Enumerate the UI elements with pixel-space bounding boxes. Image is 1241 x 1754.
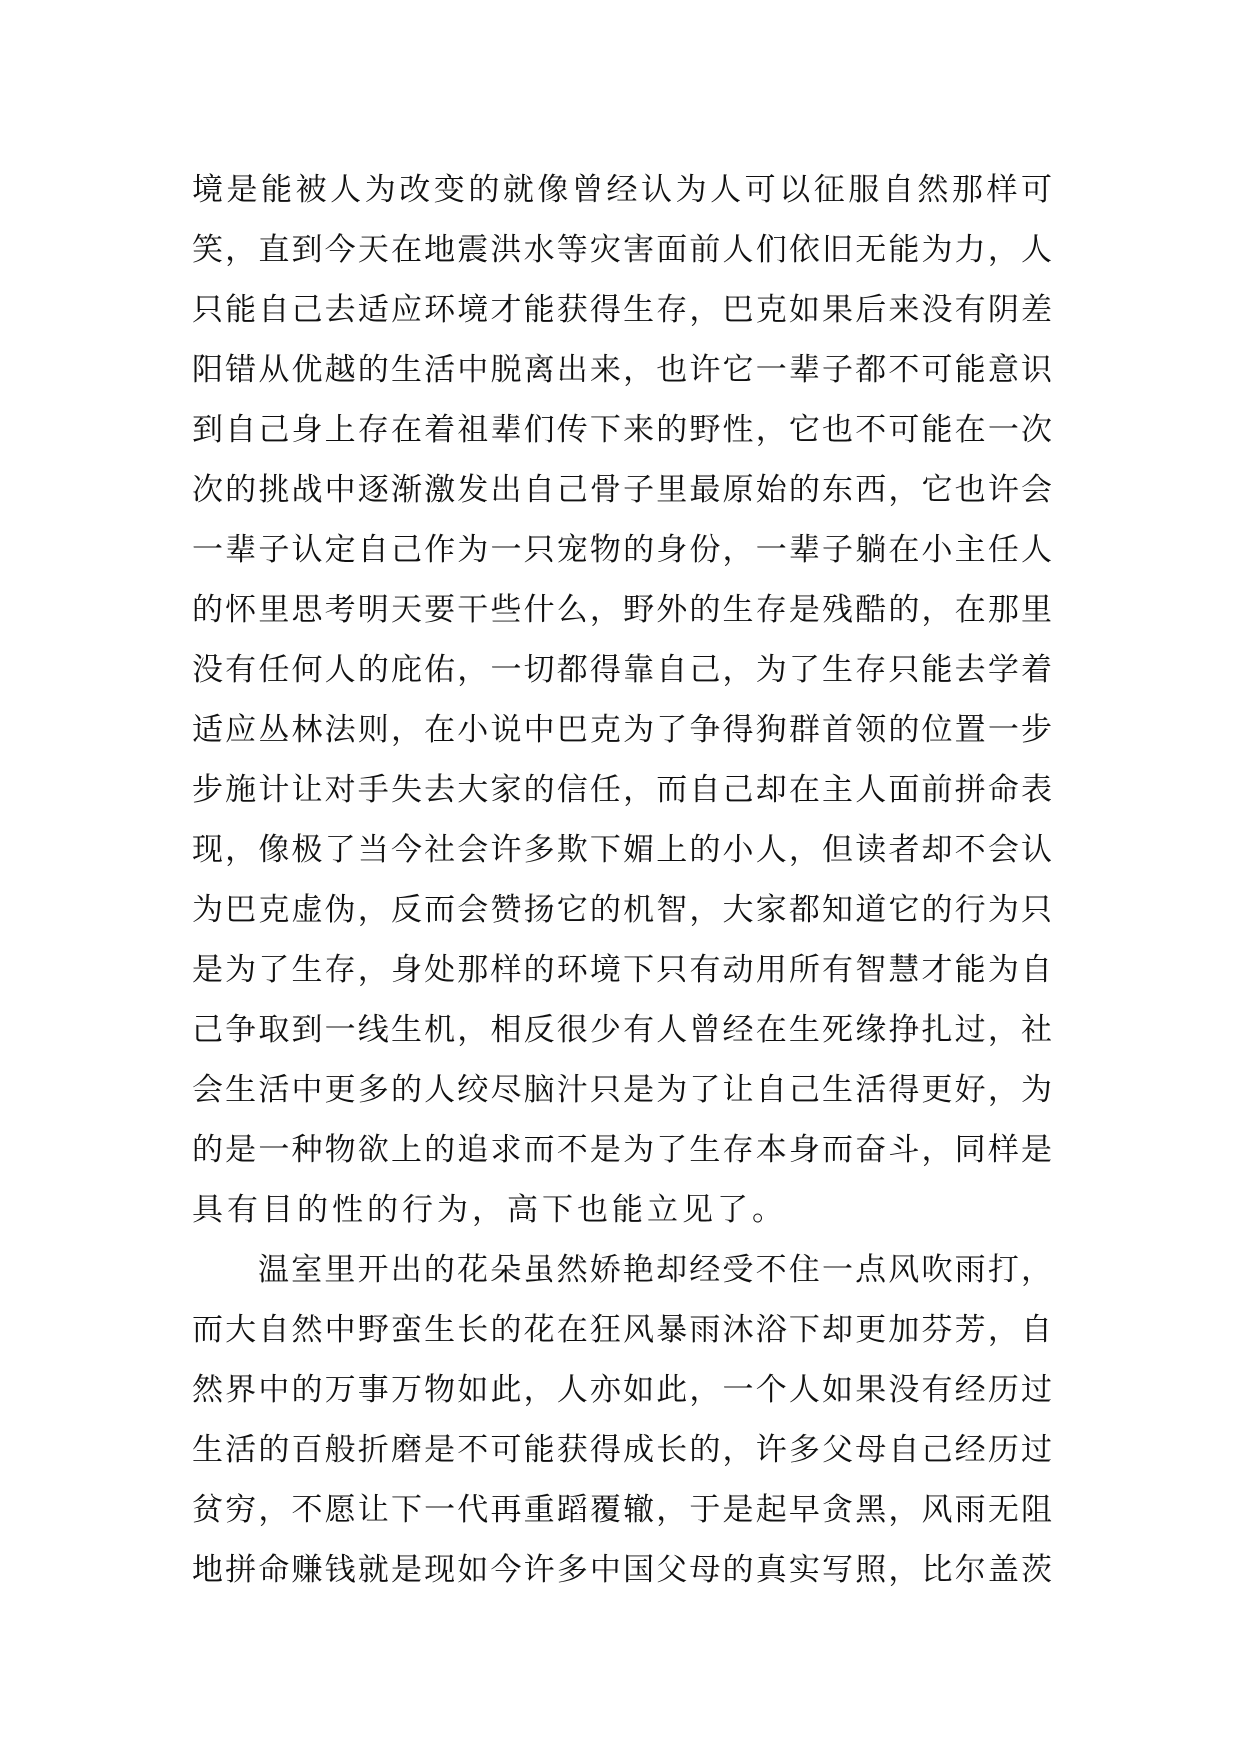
text-line: 温室里开出的花朵虽然娇艳却经受不住一点风吹雨打， <box>258 1252 1052 1288</box>
paragraph-1 <box>192 160 1052 1240</box>
text-line: 是为了生存，身处那样的环境下只有动用所有智慧才能为自 <box>192 952 1052 988</box>
text-line: 适应丛林法则，在小说中巴克为了争得狗群首领的位置一步 <box>192 712 1052 748</box>
text-line: 次的挑战中逐渐激发出自己骨子里最原始的东西，它也许会 <box>192 472 1052 508</box>
text-line: 具有目的性的行为，高下也能立见了。 <box>192 1192 787 1228</box>
text-line: 一辈子认定自己作为一只宠物的身份，一辈子躺在小主任人 <box>192 532 1052 568</box>
text-line: 己争取到一线生机，相反很少有人曾经在生死缘挣扎过，社 <box>192 1012 1052 1048</box>
text-line: 的是一种物欲上的追求而不是为了生存本身而奋斗，同样是 <box>192 1132 1052 1168</box>
text-line: 的怀里思考明天要干些什么，野外的生存是残酷的，在那里 <box>192 592 1052 628</box>
text-line: 境是能被人为改变的就像曾经认为人可以征服自然那样可 <box>192 172 1052 208</box>
text-line: 笑，直到今天在地震洪水等灾害面前人们依旧无能为力，人 <box>192 232 1052 268</box>
text-line: 现，像极了当今社会许多欺下媚上的小人，但读者却不会认 <box>192 832 1052 868</box>
essay-body <box>192 160 1052 1600</box>
text-line: 会生活中更多的人绞尽脑汁只是为了让自己生活得更好，为 <box>192 1072 1052 1108</box>
text-line: 生活的百般折磨是不可能获得成长的，许多父母自己经历过 <box>192 1432 1052 1468</box>
paragraph-2 <box>192 1240 1052 1600</box>
text-line: 然界中的万事万物如此，人亦如此，一个人如果没有经历过 <box>192 1372 1052 1408</box>
text-line: 只能自己去适应环境才能获得生存，巴克如果后来没有阴差 <box>192 292 1052 328</box>
text-line: 地拼命赚钱就是现如今许多中国父母的真实写照，比尔盖茨 <box>192 1552 1052 1588</box>
text-line: 到自己身上存在着祖辈们传下来的野性，它也不可能在一次 <box>192 412 1052 448</box>
text-line: 没有任何人的庇佑，一切都得靠自己，为了生存只能去学着 <box>192 652 1052 688</box>
text-line: 阳错从优越的生活中脱离出来，也许它一辈子都不可能意识 <box>192 352 1052 388</box>
text-line: 贫穷，不愿让下一代再重蹈覆辙，于是起早贪黑，风雨无阻 <box>192 1492 1052 1528</box>
text-line: 而大自然中野蛮生长的花在狂风暴雨沐浴下却更加芬芳，自 <box>192 1312 1052 1348</box>
text-line: 为巴克虚伪，反而会赞扬它的机智，大家都知道它的行为只 <box>192 892 1052 928</box>
text-line: 步施计让对手失去大家的信任，而自己却在主人面前拼命表 <box>192 772 1052 808</box>
